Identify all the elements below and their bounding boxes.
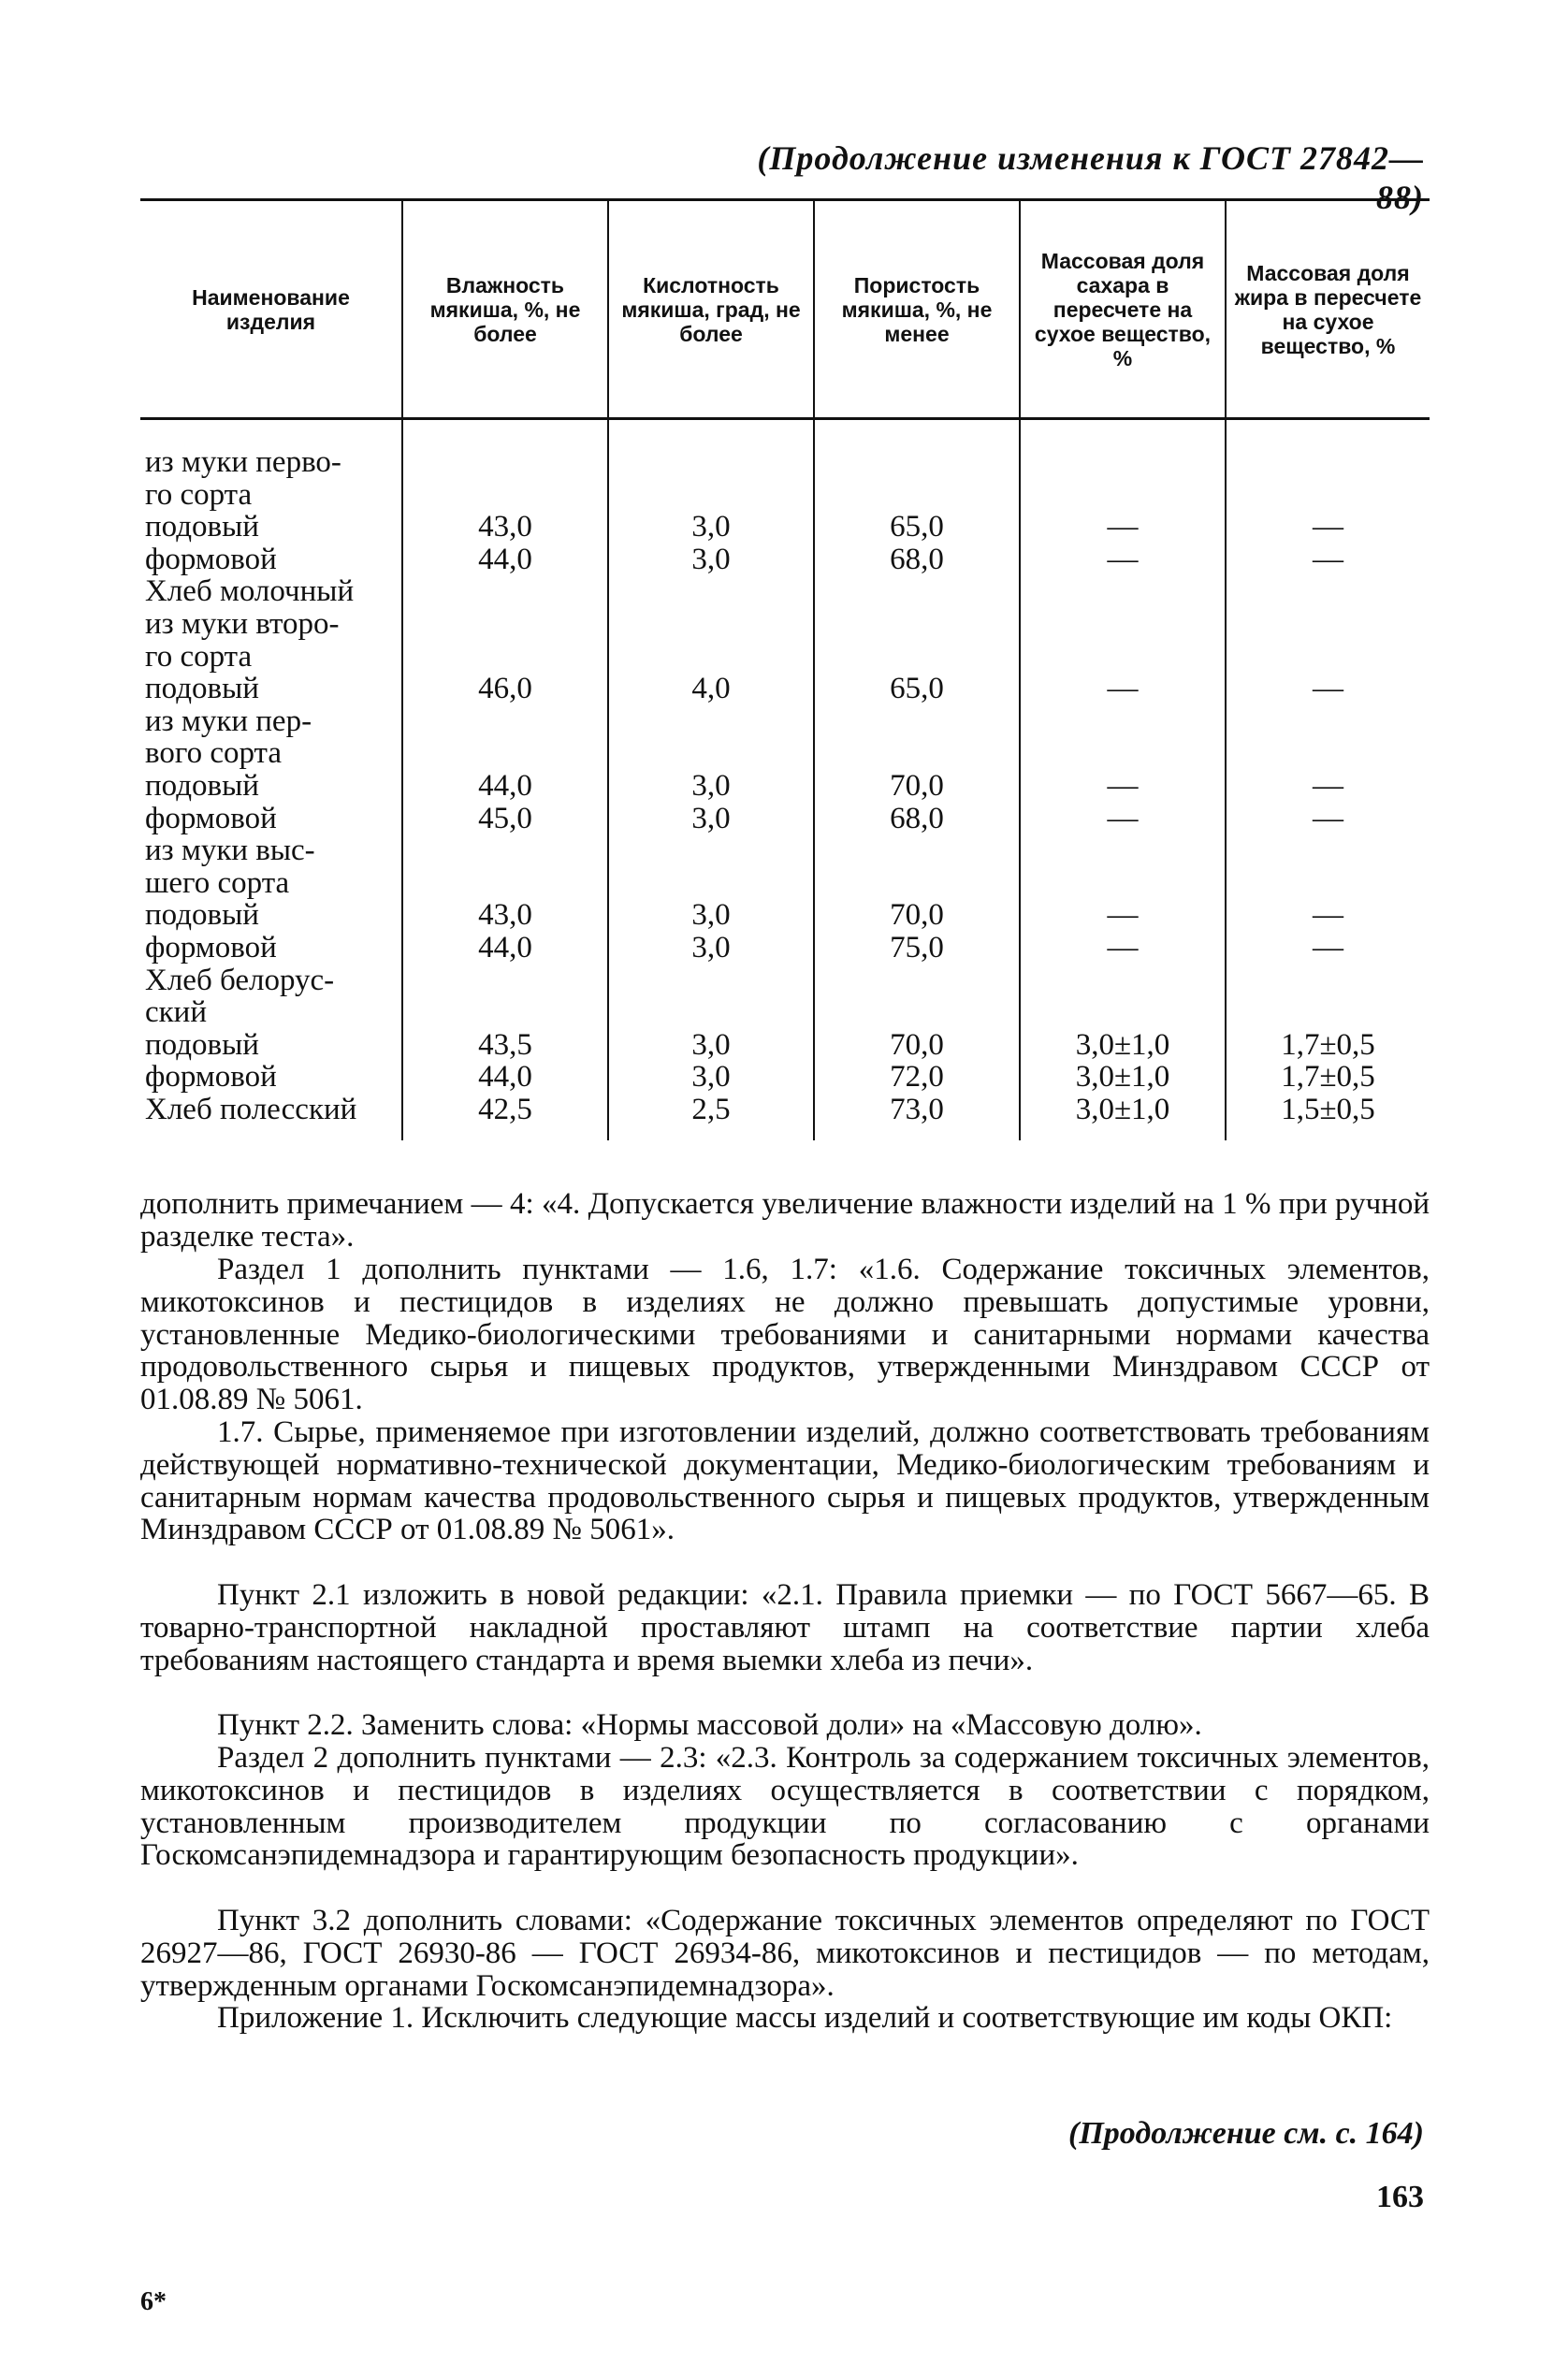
value-cell: [402, 641, 608, 674]
table-row: [140, 479, 1430, 512]
product-name-cell: ский: [145, 995, 207, 1030]
value-cell: —: [1020, 544, 1226, 576]
paragraph-appendix-1: Приложение 1. Исключить следующие массы изделий и соответствующие им коды ОКП:: [217, 2001, 1393, 2035]
value-cell: 3,0: [608, 1029, 814, 1062]
value-cell: 75,0: [814, 932, 1020, 964]
paragraph-section-1: Раздел 1 дополнить пунктами — 1.6, 1.7: «1.6. Содержание токсичных элементов, микотоксинов и пестицидов в изделиях не должно превышать допустимые уровни, установленные Медико-биологическими требованиями и санитарными нормами качества продовольственного сырья и пищевых продуктов, утвержденными Минздравом СССР от 01.08.89 № 5061.: [140, 1253, 1430, 1417]
value-cell: [1020, 996, 1226, 1029]
value-cell: [1226, 575, 1430, 608]
value-cell: [814, 964, 1020, 997]
value-cell: [814, 867, 1020, 900]
product-name-cell: вого сорта: [145, 736, 283, 771]
value-cell: [402, 834, 608, 867]
value-cell: [1020, 834, 1226, 867]
paragraph-item-1-7: 1.7. Сырье, применяемое при изготовлении изделий, должно соответствовать требованиям действующей нормативно-технической документации, Медико-биологическим требованиям и санитарным нормам качества продовольственного сырья и пищевых продуктов, утвержденным Минздравом СССР от 01.08.89 № 5061».: [140, 1415, 1430, 1547]
value-cell: [402, 867, 608, 900]
table-row: [140, 1029, 1430, 1062]
value-cell: [1020, 419, 1226, 479]
table-row: [140, 932, 1430, 964]
paragraph-item-2-1: Пункт 2.1 изложить в новой редакции: «2.1. Правила приемки — по ГОСТ 5667—65. В товарно-транспортной накладной проставляют штамп на соответствие партии хлеба требованиям настоящего стандарта и время выемки хлеба из печи».: [140, 1578, 1430, 1677]
value-cell: 44,0: [402, 1061, 608, 1094]
product-name-cell: из муки перво-: [145, 445, 341, 479]
value-cell: [402, 575, 608, 608]
value-cell: 45,0: [402, 803, 608, 835]
product-name-cell: подовый: [145, 510, 259, 544]
value-cell: [1020, 479, 1226, 512]
table-row: [140, 419, 1430, 479]
product-name-cell: подовый: [145, 1027, 259, 1062]
table-row: [140, 899, 1430, 932]
page-header: (Продолжение изменения к ГОСТ 27842—88): [757, 139, 1424, 216]
value-cell: 44,0: [402, 932, 608, 964]
value-cell: 68,0: [814, 803, 1020, 835]
value-cell: —: [1020, 511, 1226, 544]
value-cell: 43,0: [402, 511, 608, 544]
value-cell: 3,0: [608, 770, 814, 803]
value-cell: 3,0±1,0: [1020, 1029, 1226, 1062]
value-cell: [1020, 608, 1226, 641]
value-cell: [814, 705, 1020, 738]
table-body: [140, 419, 1430, 1141]
value-cell: [402, 608, 608, 641]
value-cell: —: [1020, 899, 1226, 932]
value-cell: [1226, 641, 1430, 674]
value-cell: —: [1226, 899, 1430, 932]
value-cell: [402, 996, 608, 1029]
value-cell: [608, 705, 814, 738]
product-name-cell: го сорта: [145, 477, 253, 512]
value-cell: [608, 867, 814, 900]
value-cell: 3,0: [608, 1061, 814, 1094]
table-row: [140, 737, 1430, 770]
value-cell: 65,0: [814, 511, 1020, 544]
value-cell: [814, 479, 1020, 512]
value-cell: [814, 834, 1020, 867]
product-name-cell: из муки второ-: [145, 606, 340, 641]
requirements-table: [140, 198, 1430, 1140]
value-cell: [1226, 479, 1430, 512]
product-name-cell: го сорта: [145, 639, 253, 674]
table-row: [140, 803, 1430, 835]
value-cell: 65,0: [814, 673, 1020, 705]
table-row: [140, 511, 1430, 544]
product-name-cell: из муки пер-: [145, 703, 312, 738]
value-cell: [814, 996, 1020, 1029]
value-cell: [402, 964, 608, 997]
product-name-cell: формовой: [145, 930, 277, 964]
value-cell: [608, 575, 814, 608]
value-cell: [1226, 964, 1430, 997]
product-name-cell: формовой: [145, 801, 277, 835]
value-cell: [1020, 964, 1226, 997]
product-name-cell: формовой: [145, 542, 277, 576]
value-cell: [814, 419, 1020, 479]
value-cell: [402, 705, 608, 738]
value-cell: 44,0: [402, 544, 608, 576]
product-name-cell: Хлеб молочный: [145, 574, 355, 609]
value-cell: [402, 479, 608, 512]
value-cell: 68,0: [814, 544, 1020, 576]
value-cell: [608, 419, 814, 479]
value-cell: [1020, 737, 1226, 770]
table-row: [140, 964, 1430, 997]
table-row: [140, 705, 1430, 738]
table-row: [140, 673, 1430, 705]
value-cell: 44,0: [402, 770, 608, 803]
value-cell: [814, 737, 1020, 770]
value-cell: 43,5: [402, 1029, 608, 1062]
value-cell: [1226, 834, 1430, 867]
value-cell: [1020, 705, 1226, 738]
value-cell: 43,0: [402, 899, 608, 932]
value-cell: —: [1226, 770, 1430, 803]
value-cell: 1,7±0,5: [1226, 1061, 1430, 1094]
value-cell: [814, 641, 1020, 674]
value-cell: 70,0: [814, 1029, 1020, 1062]
value-cell: [1020, 575, 1226, 608]
table-row: [140, 608, 1430, 641]
value-cell: —: [1020, 673, 1226, 705]
page-number: 163: [1376, 2180, 1424, 2214]
table-row: [140, 1061, 1430, 1094]
paragraph-section-2: Раздел 2 дополнить пунктами — 2.3: «2.3. Контроль за содержанием токсичных элементов, микотоксинов и пестицидов в изделиях осуществляется в соответствии с порядком, установленным производителем продукции по согласованию с органами Госкомсанэпидемнадзора и гарантирующим безопасность продукции».: [140, 1741, 1430, 1873]
paragraph-item-2-2: Пункт 2.2. Заменить слова: «Нормы массовой доли» на «Массовую долю».: [217, 1708, 1202, 1742]
value-cell: 70,0: [814, 770, 1020, 803]
value-cell: [1226, 419, 1430, 479]
value-cell: [1226, 867, 1430, 900]
table-row: [140, 867, 1430, 900]
table-row: [140, 641, 1430, 674]
value-cell: [814, 575, 1020, 608]
table-row: [140, 575, 1430, 608]
footer-mark: 6*: [140, 2287, 167, 2316]
product-name-cell: подовый: [145, 768, 259, 803]
value-cell: [402, 737, 608, 770]
value-cell: —: [1226, 673, 1430, 705]
value-cell: 3,0: [608, 511, 814, 544]
value-cell: [1020, 641, 1226, 674]
value-cell: —: [1020, 803, 1226, 835]
value-cell: [608, 834, 814, 867]
value-cell: [1226, 705, 1430, 738]
value-cell: [1226, 737, 1430, 770]
value-cell: [608, 737, 814, 770]
value-cell: —: [1020, 770, 1226, 803]
value-cell: [1020, 867, 1226, 900]
value-cell: [402, 419, 608, 479]
column-header: Наименование изделия: [140, 200, 402, 419]
value-cell: 4,0: [608, 673, 814, 705]
product-name-cell: Хлеб белорус-: [145, 963, 335, 997]
continued-note: (Продолжение см. с. 164): [1068, 2116, 1424, 2151]
value-cell: [608, 641, 814, 674]
value-cell: —: [1226, 544, 1430, 576]
value-cell: 46,0: [402, 673, 608, 705]
value-cell: —: [1226, 932, 1430, 964]
table-row: [140, 1094, 1430, 1141]
column-header: Массовая доля сахара в пересчете на сухое вещество, %: [1020, 200, 1226, 419]
value-cell: 1,5±0,5: [1226, 1094, 1430, 1141]
value-cell: 3,0: [608, 803, 814, 835]
value-cell: 72,0: [814, 1061, 1020, 1094]
table-row: [140, 996, 1430, 1029]
value-cell: 3,0: [608, 932, 814, 964]
value-cell: 3,0±1,0: [1020, 1094, 1226, 1141]
column-header: Влажность мякиша, %, не более: [402, 200, 608, 419]
value-cell: [608, 996, 814, 1029]
column-header: Кислотность мякиша, град, не более: [608, 200, 814, 419]
table-row: [140, 834, 1430, 867]
value-cell: —: [1226, 511, 1430, 544]
column-header: Массовая доля жира в пересчете на сухое вещество, %: [1226, 200, 1430, 419]
column-header: Пористость мякиша, %, не менее: [814, 200, 1020, 419]
product-name-cell: подовый: [145, 898, 259, 933]
value-cell: 70,0: [814, 899, 1020, 932]
value-cell: [608, 608, 814, 641]
value-cell: 3,0±1,0: [1020, 1061, 1226, 1094]
value-cell: 1,7±0,5: [1226, 1029, 1430, 1062]
product-name-cell: Хлеб полесский: [145, 1092, 357, 1126]
value-cell: [1226, 608, 1430, 641]
paragraph-note: дополнить примечанием — 4: «4. Допускается увеличение влажности изделий на 1 % при ручной разделке теста».: [140, 1187, 1430, 1254]
value-cell: 3,0: [608, 544, 814, 576]
product-name-cell: формовой: [145, 1060, 277, 1095]
value-cell: [608, 964, 814, 997]
value-cell: —: [1020, 932, 1226, 964]
value-cell: 2,5: [608, 1094, 814, 1141]
value-cell: [608, 479, 814, 512]
table-row: [140, 770, 1430, 803]
table-header-row: [140, 200, 1430, 419]
product-name-cell: из муки выс-: [145, 834, 315, 868]
product-name-cell: подовый: [145, 672, 259, 706]
value-cell: [814, 608, 1020, 641]
value-cell: 42,5: [402, 1094, 608, 1141]
value-cell: 3,0: [608, 899, 814, 932]
table-row: [140, 544, 1430, 576]
paragraph-item-3-2: Пункт 3.2 дополнить словами: «Содержание токсичных элементов определяют по ГОСТ 26927—86, ГОСТ 26930-86 — ГОСТ 26934-86, микотоксинов и пестицидов — по методам, утвержденным органами Госкомсанэпидемнадзора».: [140, 1904, 1430, 2003]
product-name-cell: шего сорта: [145, 865, 290, 900]
value-cell: 73,0: [814, 1094, 1020, 1141]
value-cell: —: [1226, 803, 1430, 835]
value-cell: [1226, 996, 1430, 1029]
